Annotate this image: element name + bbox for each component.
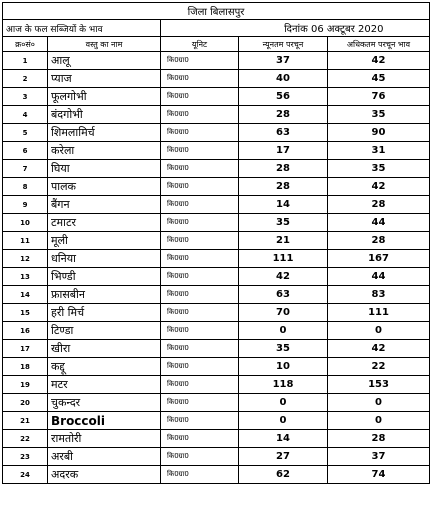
- table-row: [3, 214, 430, 232]
- max-price: 37: [328, 448, 430, 466]
- max-price: 28: [328, 430, 430, 448]
- table-row: [3, 394, 430, 412]
- serial-number: 16: [3, 322, 48, 340]
- item-name: हरी मिर्च: [48, 304, 161, 322]
- max-price: 31: [328, 142, 430, 160]
- title-row: [3, 3, 430, 20]
- min-price: 42: [239, 268, 328, 286]
- item-name: फ्रासबीन: [48, 286, 161, 304]
- max-price: 0: [328, 322, 430, 340]
- table-row: [3, 358, 430, 376]
- subtitle-row: [3, 20, 430, 37]
- unit: कि0ग्रा0: [161, 304, 239, 322]
- serial-number: 11: [3, 232, 48, 250]
- unit: कि0ग्रा0: [161, 160, 239, 178]
- min-price: 28: [239, 178, 328, 196]
- item-name: कद्दू: [48, 358, 161, 376]
- max-price: 83: [328, 286, 430, 304]
- min-price: 37: [239, 52, 328, 70]
- min-price: 111: [239, 250, 328, 268]
- min-price: 0: [239, 394, 328, 412]
- serial-number: 24: [3, 466, 48, 484]
- min-price: 0: [239, 412, 328, 430]
- table-row: [3, 52, 430, 70]
- max-price: 0: [328, 394, 430, 412]
- serial-number: 23: [3, 448, 48, 466]
- table-row: [3, 88, 430, 106]
- serial-number: 13: [3, 268, 48, 286]
- table-row: [3, 430, 430, 448]
- unit: कि0ग्रा0: [161, 124, 239, 142]
- item-name: अदरक: [48, 466, 161, 484]
- min-price: 63: [239, 286, 328, 304]
- item-name: टमाटर: [48, 214, 161, 232]
- min-price: 28: [239, 106, 328, 124]
- header-row: [3, 37, 430, 52]
- item-name: Broccoli: [48, 412, 161, 430]
- max-price: 22: [328, 358, 430, 376]
- min-price: 14: [239, 196, 328, 214]
- item-name: धनिया: [48, 250, 161, 268]
- min-price: 28: [239, 160, 328, 178]
- serial-number: 14: [3, 286, 48, 304]
- max-price: 153: [328, 376, 430, 394]
- item-name: शिमलामिर्च: [48, 124, 161, 142]
- min-price: 21: [239, 232, 328, 250]
- serial-number: 22: [3, 430, 48, 448]
- item-name: घिया: [48, 160, 161, 178]
- item-name: बंदगोभी: [48, 106, 161, 124]
- max-price: 74: [328, 466, 430, 484]
- unit: कि0ग्रा0: [161, 250, 239, 268]
- serial-number: 17: [3, 340, 48, 358]
- max-price: 76: [328, 88, 430, 106]
- max-price: 44: [328, 268, 430, 286]
- table-row: [3, 412, 430, 430]
- unit: कि0ग्रा0: [161, 430, 239, 448]
- serial-number: 2: [3, 70, 48, 88]
- serial-number: 10: [3, 214, 48, 232]
- rates-heading: आज के फल सब्जियों के भाव: [3, 20, 161, 37]
- max-price: 44: [328, 214, 430, 232]
- max-price: 42: [328, 52, 430, 70]
- serial-number: 3: [3, 88, 48, 106]
- unit: कि0ग्रा0: [161, 322, 239, 340]
- min-price: 56: [239, 88, 328, 106]
- min-price: 40: [239, 70, 328, 88]
- unit: कि0ग्रा0: [161, 106, 239, 124]
- item-name: फूलगोभी: [48, 88, 161, 106]
- table-row: [3, 124, 430, 142]
- price-table-body: [3, 3, 430, 484]
- table-row: [3, 160, 430, 178]
- unit: कि0ग्रा0: [161, 394, 239, 412]
- serial-number: 1: [3, 52, 48, 70]
- unit: कि0ग्रा0: [161, 70, 239, 88]
- serial-number: 18: [3, 358, 48, 376]
- item-name: रामतोरी: [48, 430, 161, 448]
- table-row: [3, 196, 430, 214]
- unit: कि0ग्रा0: [161, 268, 239, 286]
- table-row: [3, 178, 430, 196]
- unit: कि0ग्रा0: [161, 88, 239, 106]
- min-price: 118: [239, 376, 328, 394]
- table-row: [3, 376, 430, 394]
- unit: कि0ग्रा0: [161, 52, 239, 70]
- blank-cell: [161, 20, 239, 37]
- max-price: 28: [328, 232, 430, 250]
- serial-number: 6: [3, 142, 48, 160]
- max-price: 42: [328, 178, 430, 196]
- max-price: 0: [328, 412, 430, 430]
- table-row: [3, 232, 430, 250]
- serial-number: 7: [3, 160, 48, 178]
- header-min-retail: न्यूनतम परचून: [239, 37, 328, 52]
- unit: कि0ग्रा0: [161, 196, 239, 214]
- table-row: [3, 286, 430, 304]
- table-row: [3, 142, 430, 160]
- serial-number: 12: [3, 250, 48, 268]
- max-price: 45: [328, 70, 430, 88]
- serial-number: 21: [3, 412, 48, 430]
- unit: कि0ग्रा0: [161, 214, 239, 232]
- item-name: करेला: [48, 142, 161, 160]
- max-price: 35: [328, 106, 430, 124]
- item-name: प्याज: [48, 70, 161, 88]
- min-price: 0: [239, 322, 328, 340]
- serial-number: 5: [3, 124, 48, 142]
- item-name: चुकन्दर: [48, 394, 161, 412]
- max-price: 90: [328, 124, 430, 142]
- min-price: 63: [239, 124, 328, 142]
- header-unit: यूनिट: [161, 37, 239, 52]
- unit: कि0ग्रा0: [161, 466, 239, 484]
- unit: कि0ग्रा0: [161, 340, 239, 358]
- unit: कि0ग्रा0: [161, 142, 239, 160]
- unit: कि0ग्रा0: [161, 178, 239, 196]
- item-name: अरबी: [48, 448, 161, 466]
- unit: कि0ग्रा0: [161, 286, 239, 304]
- serial-number: 15: [3, 304, 48, 322]
- item-name: टिण्डा: [48, 322, 161, 340]
- serial-number: 8: [3, 178, 48, 196]
- date-label: दिनांक 06 अक्टूबर 2020: [239, 20, 430, 37]
- min-price: 35: [239, 340, 328, 358]
- min-price: 35: [239, 214, 328, 232]
- unit: कि0ग्रा0: [161, 358, 239, 376]
- serial-number: 4: [3, 106, 48, 124]
- table-row: [3, 106, 430, 124]
- item-name: भिण्डी: [48, 268, 161, 286]
- item-name: खीरा: [48, 340, 161, 358]
- min-price: 10: [239, 358, 328, 376]
- table-row: [3, 304, 430, 322]
- item-name: मूली: [48, 232, 161, 250]
- table-row: [3, 466, 430, 484]
- serial-number: 19: [3, 376, 48, 394]
- item-name: मटर: [48, 376, 161, 394]
- unit: कि0ग्रा0: [161, 376, 239, 394]
- serial-number: 9: [3, 196, 48, 214]
- table-row: [3, 250, 430, 268]
- min-price: 17: [239, 142, 328, 160]
- table-row: [3, 70, 430, 88]
- header-serial: क्र०सं०: [3, 37, 48, 52]
- unit: कि0ग्रा0: [161, 232, 239, 250]
- table-row: [3, 448, 430, 466]
- header-item-name: वस्तु का नाम: [48, 37, 161, 52]
- district-title: जिला बिलासपुर: [3, 3, 430, 20]
- table-row: [3, 268, 430, 286]
- table-row: [3, 340, 430, 358]
- min-price: 14: [239, 430, 328, 448]
- table-row: [3, 322, 430, 340]
- min-price: 70: [239, 304, 328, 322]
- serial-number: 20: [3, 394, 48, 412]
- item-name: पालक: [48, 178, 161, 196]
- max-price: 111: [328, 304, 430, 322]
- min-price: 62: [239, 466, 328, 484]
- max-price: 28: [328, 196, 430, 214]
- unit: कि0ग्रा0: [161, 448, 239, 466]
- price-table: [2, 2, 430, 484]
- max-price: 35: [328, 160, 430, 178]
- unit: कि0ग्रा0: [161, 412, 239, 430]
- min-price: 27: [239, 448, 328, 466]
- max-price: 167: [328, 250, 430, 268]
- max-price: 42: [328, 340, 430, 358]
- header-max-retail: अधिकतम परचून भाव: [328, 37, 430, 52]
- item-name: बैंगन: [48, 196, 161, 214]
- item-name: आलू: [48, 52, 161, 70]
